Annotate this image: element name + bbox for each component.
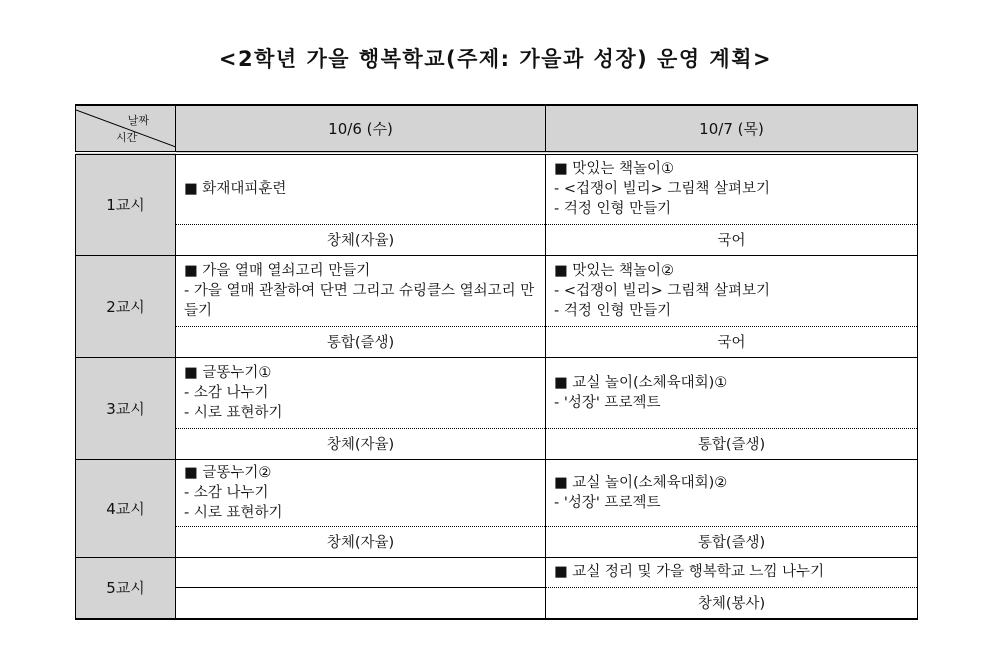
activity-line: ■ 맛있는 책놀이① <box>554 161 674 178</box>
day2-activity <box>546 459 918 526</box>
activity-line: - '성장' 프로젝트 <box>554 394 661 411</box>
day1-activity <box>176 357 546 428</box>
day1-activity <box>176 153 546 224</box>
period-label: 2교시 <box>76 255 176 357</box>
activity-line: - 걱정 인형 만들기 <box>554 201 672 218</box>
activity-line: - 시로 표현하기 <box>184 504 283 521</box>
activity-line: ■ 교실 놀이(소체육대회)② <box>554 474 728 491</box>
activity-line: - <겁쟁이 빌리> 그림책 살펴보기 <box>554 181 771 198</box>
corner-time-label: 시간 <box>116 131 138 144</box>
activity-line: - <겁쟁이 빌리> 그림책 살펴보기 <box>554 282 771 299</box>
day2-subject: 국어 <box>546 326 918 357</box>
day2-activity <box>546 357 918 428</box>
period-label: 1교시 <box>76 153 176 255</box>
day2-activity <box>546 255 918 326</box>
day2-subject: 창체(봉사) <box>546 587 918 619</box>
activity-line: - '성장' 프로젝트 <box>554 494 661 511</box>
activity-line: ■ 맛있는 책놀이② <box>554 262 674 279</box>
activity-line: ■ 교실 놀이(소체육대회)① <box>554 374 728 391</box>
schedule-table <box>75 104 918 620</box>
period-label: 4교시 <box>76 459 176 557</box>
document-title: <2학년 가을 행복학교(주제: 가을과 성장) 운영 계획> <box>218 47 773 71</box>
activity-line: - 걱정 인형 만들기 <box>554 302 672 319</box>
day1-subject <box>176 587 546 619</box>
corner-date-label: 날짜 <box>127 114 149 127</box>
day2-activity <box>546 153 918 224</box>
activity-line: ■ 가을 열매 열쇠고리 만들기 <box>184 262 371 279</box>
day1-subject: 통합(즐생) <box>176 326 546 357</box>
activity-line: ■ 교실 정리 및 가을 행복학교 느낌 나누기 <box>554 564 825 580</box>
day2-subject: 통합(즐생) <box>546 428 918 459</box>
day2-activity <box>546 557 918 587</box>
period-label: 3교시 <box>76 357 176 459</box>
day1-activity <box>176 255 546 326</box>
day1-subject: 창체(자율) <box>176 526 546 557</box>
day2-header: 10/7 (목) <box>546 105 918 153</box>
day1-subject: 창체(자율) <box>176 428 546 459</box>
day1-activity <box>176 557 546 587</box>
activity-line: - 소감 나누기 <box>184 484 269 501</box>
activity-line: ■ 화재대피훈련 <box>184 181 287 198</box>
activity-line: - 가을 열매 관찰하여 단면 그리고 슈링클스 열쇠고리 만들기 <box>184 282 535 319</box>
day2-subject: 국어 <box>546 224 918 255</box>
day2-subject: 통합(즐생) <box>546 526 918 557</box>
activity-line: ■ 글똥누기① <box>184 364 272 381</box>
activity-line: - 소감 나누기 <box>184 384 269 401</box>
day1-header: 10/6 (수) <box>176 105 546 153</box>
period-label: 5교시 <box>76 557 176 619</box>
activity-line: ■ 글똥누기② <box>184 464 272 481</box>
day1-subject: 창체(자율) <box>176 224 546 255</box>
day1-activity <box>176 459 546 526</box>
activity-line: - 시로 표현하기 <box>184 404 283 421</box>
corner-header-cell <box>76 105 176 153</box>
